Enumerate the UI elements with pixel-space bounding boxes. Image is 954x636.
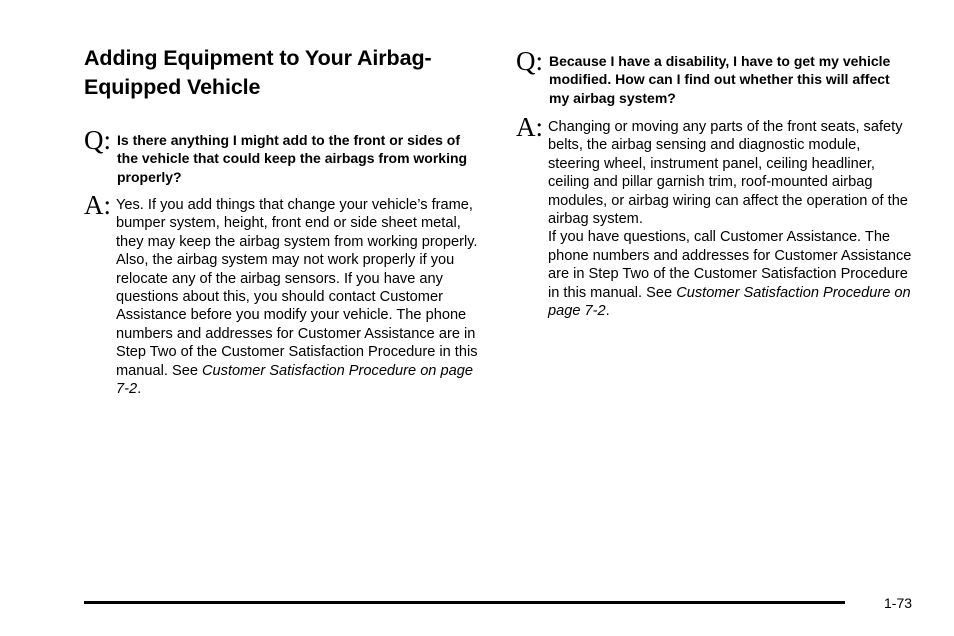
- left-answer-end: .: [137, 381, 142, 398]
- right-answer-block: [516, 114, 916, 334]
- answer-marker: A:: [84, 190, 111, 220]
- right-answer-body: If you have questions, call Customer Assistance. The phone numbers and addresses for Customer Assistance are in Step Two of the Customer Satisfaction Procedure in this manual. See: [548, 229, 912, 301]
- answer-marker: A:: [516, 112, 543, 142]
- right-answer-end: .: [605, 303, 610, 320]
- left-answer-text: [116, 196, 486, 398]
- right-question-text: Because I have a disability, I have to get my vehicle modified. How can I find out whether this will affect my airbag system?: [549, 53, 891, 106]
- section-heading: Adding Equipment to Your Airbag-Equipped Vehicle: [84, 46, 432, 99]
- right-question-block: [516, 48, 916, 108]
- footer-rule: [84, 601, 845, 604]
- right-answer-paragraph-1: Changing or moving any parts of the front seats, safety belts, the airbag sensing and diagnostic module, steering wheel, instrument panel, ceiling headliner, ceiling and pillar garnish trim, roof-mounted airbag modules, or airbag wiring can affect the operation of the airbag system.: [548, 119, 908, 228]
- question-marker: Q:: [516, 46, 543, 76]
- right-answer-text: [548, 118, 914, 320]
- left-question-text: Is there anything I might add to the front or sides of the vehicle that could keep the airbags from working properly?: [117, 132, 468, 185]
- question-marker: Q:: [84, 125, 111, 155]
- left-question-block: [84, 127, 484, 187]
- right-answer-paragraph-2: [548, 228, 914, 320]
- page-number: 1-73: [884, 595, 913, 611]
- right-answer-reference: Customer Satisfaction Procedure on page 7-2: [548, 284, 911, 320]
- left-answer-block: [84, 192, 484, 422]
- left-answer-body: Yes. If you add things that change your vehicle’s frame, bumper system, height, front end or side sheet metal, they may keep the airbag system from working properly. Also, the airbag system may not work properly if you relocate any of the airbag sensors. If you have any questions about this, you should contact Customer Assistance before you modify your vehicle. The phone numbers and addresses for Customer Assistance are in Step Two of the Customer Satisfaction Procedure in this manual. See: [116, 197, 478, 379]
- left-answer-reference: Customer Satisfaction Procedure on page 7-2: [116, 362, 473, 398]
